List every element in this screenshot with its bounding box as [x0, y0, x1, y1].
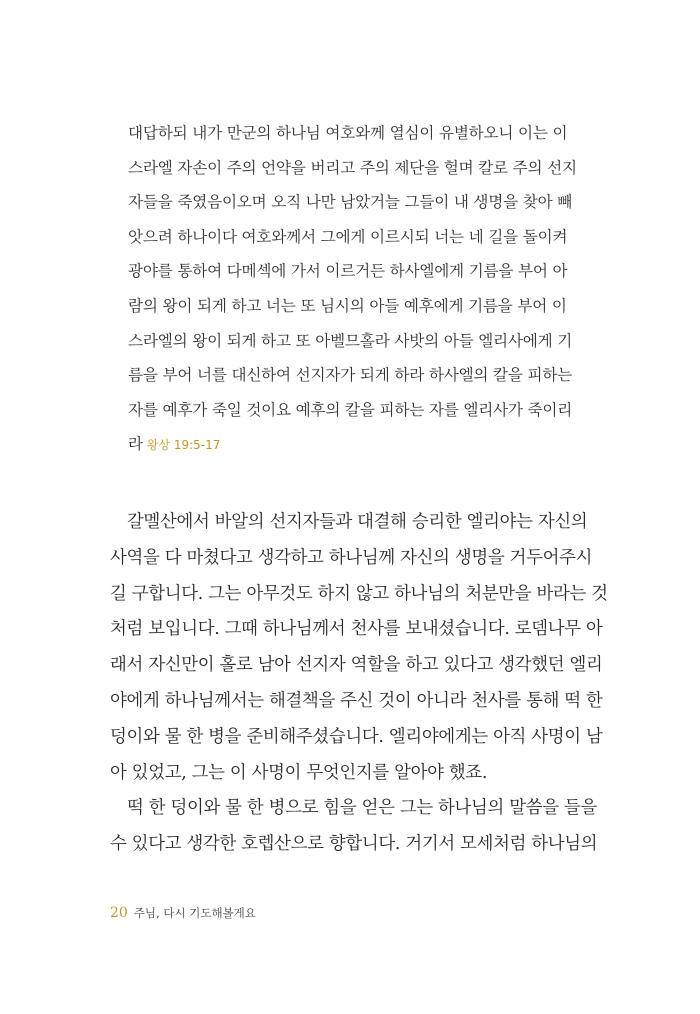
paragraph-line: 사역을 다 마쳤다고 생각하고 하나님께 자신의 생명을 거두어주시: [110, 547, 593, 568]
quote-line-last: [128, 427, 588, 462]
quote-line: 앗으려 하나이다 여호와께서 그에게 이르시되 너는 네 길을 돌이켜: [128, 227, 568, 246]
scripture-reference: 왕상 19:5-17: [146, 438, 221, 453]
scripture-quote: [128, 116, 588, 462]
quote-line: 자들을 죽였음이오며 오직 나만 남았거늘 그들이 내 생명을 찾아 빼: [128, 193, 573, 212]
quote-line: 람의 왕이 되게 하고 너는 또 님시의 아들 예후에게 기름을 부어 이: [128, 296, 567, 315]
quote-line: 자를 예후가 죽일 것이요 예후의 칼을 피하는 자를 엘리사가 죽이리: [128, 400, 573, 419]
quote-line: 스라엘 자손이 주의 언약을 버리고 주의 제단을 헐며 칼로 주의 선지: [128, 158, 577, 177]
book-title: 주님, 다시 기도해볼게요: [133, 906, 256, 920]
quote-line: 대답하되 내가 만군의 하나님 여호와께 열심이 유별하오니 이는 이: [128, 124, 568, 142]
paragraph-line: 야에게 하나님께서는 해결책을 주신 것이 아니라 천사를 통해 떡 한: [110, 690, 603, 711]
paragraph-line: 떡 한 덩이와 물 한 병으로 힘을 얻은 그는 하나님의 말씀을 들을: [127, 798, 597, 819]
quote-line: 름을 부어 너를 대신하여 선지자가 되게 하라 하사엘의 칼을 피하는: [128, 366, 573, 385]
quote-line: 스라엘의 왕이 되게 하고 또 아벨므홀라 사밧의 아들 엘리사에게 기: [128, 331, 573, 350]
quote-line: 광야를 통하여 다메섹에 가서 이르거든 하사엘에게 기름을 부어 아: [128, 262, 568, 281]
paragraph-line: 처럼 보입니다. 그때 하나님께서 천사를 보내셨습니다. 로뎀나무 아: [110, 619, 603, 640]
page-number: 20: [110, 905, 128, 921]
paragraph-line: 갈멜산에서 바알의 선지자들과 대결해 승리한 엘리야는 자신의: [127, 512, 588, 532]
paragraph-line: 길 구합니다. 그는 아무것도 하지 않고 하나님의 처분만을 바라는 것: [110, 583, 608, 604]
body-text: [110, 505, 608, 863]
page-footer: [110, 905, 256, 921]
paragraph-line: 수 있다고 생각한 호렙산으로 향합니다. 거기서 모세처럼 하나님의: [110, 834, 598, 855]
quote-line-text: 라: [128, 435, 143, 454]
paragraph-line: 래서 자신만이 홀로 남아 선지자 역할을 하고 있다고 생각했던 엘리: [110, 655, 603, 676]
paragraph-line: 아 있었고, 그는 이 사명이 무엇인지를 알아야 했죠.: [110, 762, 488, 783]
paragraph-line: 덩이와 물 한 병을 준비해주셨습니다. 엘리야에게는 아직 사명이 남: [110, 726, 603, 747]
